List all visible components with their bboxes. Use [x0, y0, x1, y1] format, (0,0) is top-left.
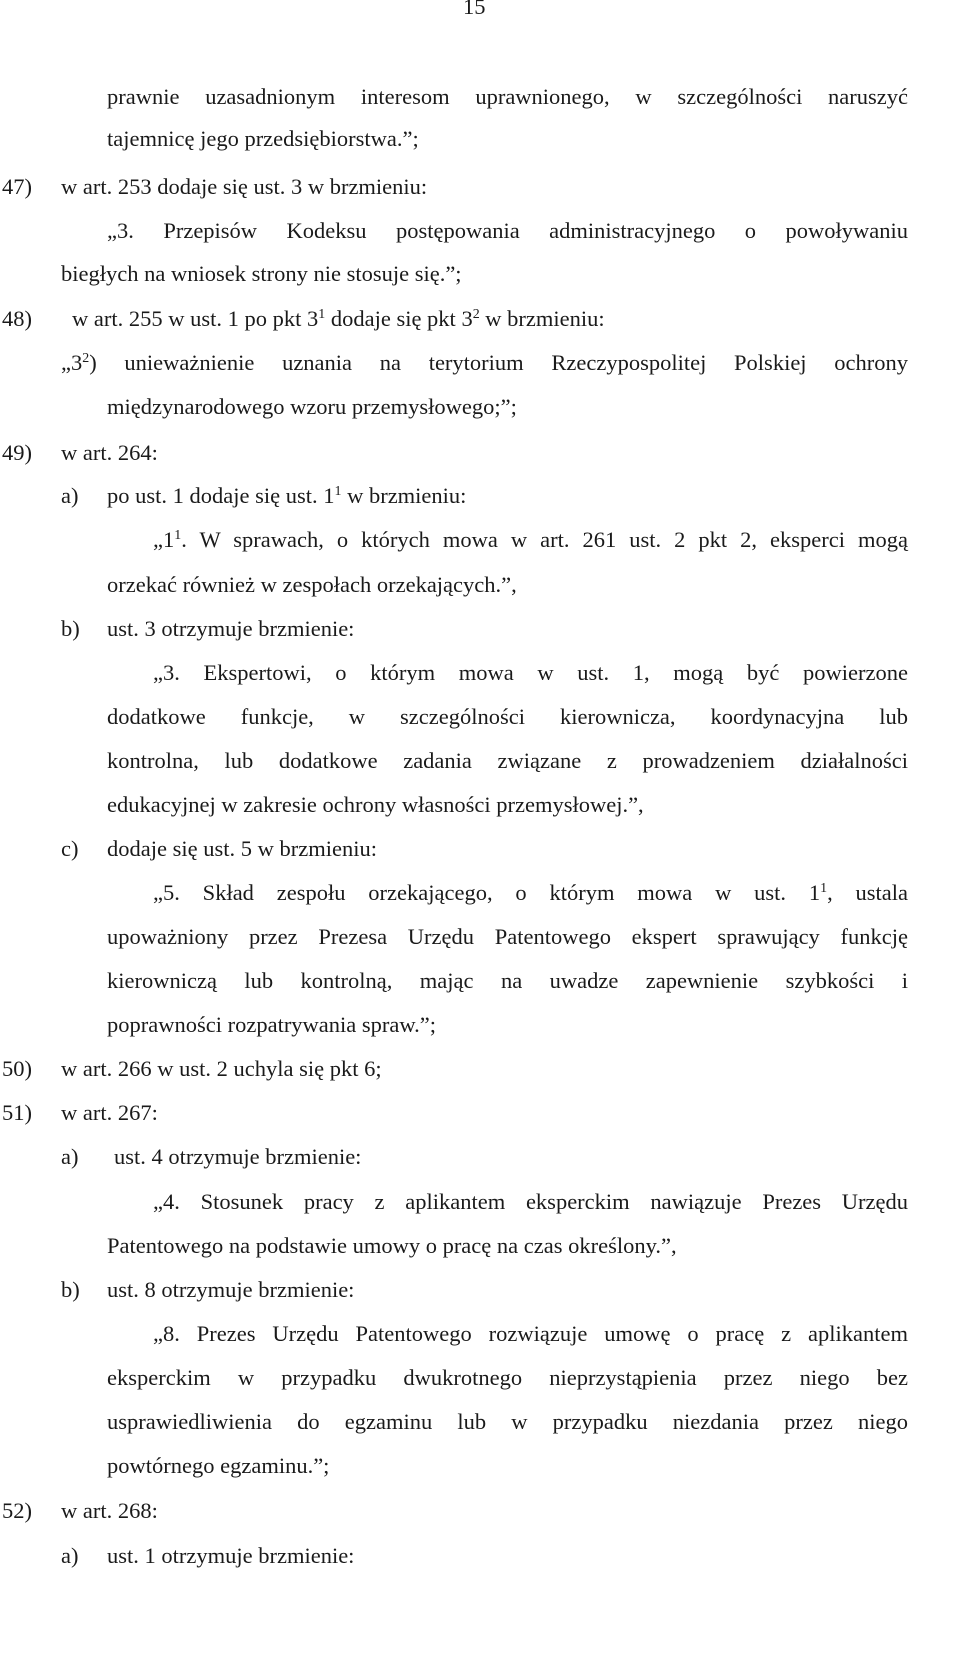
item-number-47: 47) — [2, 174, 32, 199]
text-line: powtórnego egzaminu.”; — [107, 1453, 330, 1478]
item-number-49: 49) — [2, 440, 32, 465]
text-line: w art. 267: — [61, 1100, 158, 1125]
page-number: 15 — [463, 0, 486, 19]
text-line: po ust. 1 dodaje się ust. $1^1$ w brzmieniu: — [107, 483, 467, 508]
text-line: „3. Przepisów Kodeksu postępowania administracyjnego o powoływaniu — [107, 218, 908, 243]
item-letter-a: a) — [61, 1543, 79, 1568]
text-line: ust. 1 otrzymuje brzmienie: — [107, 1543, 355, 1568]
text-line: w art. 268: — [61, 1498, 158, 1523]
text-line: biegłych na wniosek strony nie stosuje się.”; — [61, 261, 462, 286]
item-letter-a: a) — [61, 483, 79, 508]
text-line: w art. 255 w ust. 1 po pkt $3^1$ dodaje się pkt $3^2$ w brzmieniu: — [72, 306, 605, 331]
text-line: $„1^1$. W sprawach, o których mowa w art. 261 ust. 2 pkt 2, eksperci mogą — [153, 527, 908, 552]
item-number-52: 52) — [2, 1498, 32, 1523]
item-letter-c: c) — [61, 836, 79, 861]
item-number-51: 51) — [2, 1100, 32, 1125]
text-line: edukacyjnej w zakresie ochrony własności przemysłowej.”, — [107, 792, 644, 817]
text-line: ust. 8 otrzymuje brzmienie: — [107, 1277, 355, 1302]
text-line: „4. Stosunek pracy z aplikantem eksperckim nawiązuje Prezes Urzędu — [153, 1189, 908, 1214]
text-line: w art. 266 w ust. 2 uchyla się pkt 6; — [61, 1056, 382, 1081]
text-line: upoważniony przez Prezesa Urzędu Patentowego ekspert sprawujący funkcję — [107, 924, 908, 949]
item-number-48: 48) — [2, 306, 32, 331]
text-line: eksperckim w przypadku dwukrotnego nieprzystąpienia przez niego bez — [107, 1365, 908, 1390]
text-line: międzynarodowego wzoru przemysłowego;”; — [107, 394, 517, 419]
item-letter-b: b) — [61, 616, 80, 641]
item-letter-b: b) — [61, 1277, 80, 1302]
item-letter-a: a) — [61, 1144, 79, 1169]
text-line: „3. Ekspertowi, o którym mowa w ust. 1, mogą być powierzone — [153, 660, 908, 685]
text-line: dodaje się ust. 5 w brzmieniu: — [107, 836, 377, 861]
text-line: $„3^2$) unieważnienie uznania na terytorium Rzeczypospolitej Polskiej ochrony — [61, 350, 908, 375]
text-line: poprawności rozpatrywania spraw.”; — [107, 1012, 437, 1037]
text-line: „5. Skład zespołu orzekającego, o którym mowa w ust. $1^1$, ustala — [153, 880, 909, 905]
text-line: Patentowego na podstawie umowy o pracę na czas określony.”, — [107, 1233, 677, 1258]
item-number-50: 50) — [2, 1056, 32, 1081]
text-line: „8. Prezes Urzędu Patentowego rozwiązuje umowę o pracę z aplikantem — [153, 1321, 908, 1346]
text-line: kontrolna, lub dodatkowe zadania związane z prowadzeniem działalności — [107, 748, 908, 773]
text-line: prawnie uzasadnionym interesom uprawnionego, w szczególności naruszyć — [107, 84, 908, 109]
text-line: w art. 264: — [61, 440, 158, 465]
text-line: orzekać również w zespołach orzekających.”, — [107, 572, 517, 597]
text-line: ust. 3 otrzymuje brzmienie: — [107, 616, 355, 641]
text-line: w art. 253 dodaje się ust. 3 w brzmieniu: — [61, 174, 428, 199]
text-line: ust. 4 otrzymuje brzmienie: — [114, 1144, 362, 1169]
text-line: kierowniczą lub kontrolną, mając na uwadze zapewnienie szybkości i — [107, 968, 908, 993]
text-line: usprawiedliwienia do egzaminu lub w przypadku niezdania przez niego — [107, 1409, 908, 1434]
text-line: dodatkowe funkcje, w szczególności kierownicza, koordynacyjna lub — [107, 704, 908, 729]
text-line: tajemnicę jego przedsiębiorstwa.”; — [107, 126, 419, 151]
